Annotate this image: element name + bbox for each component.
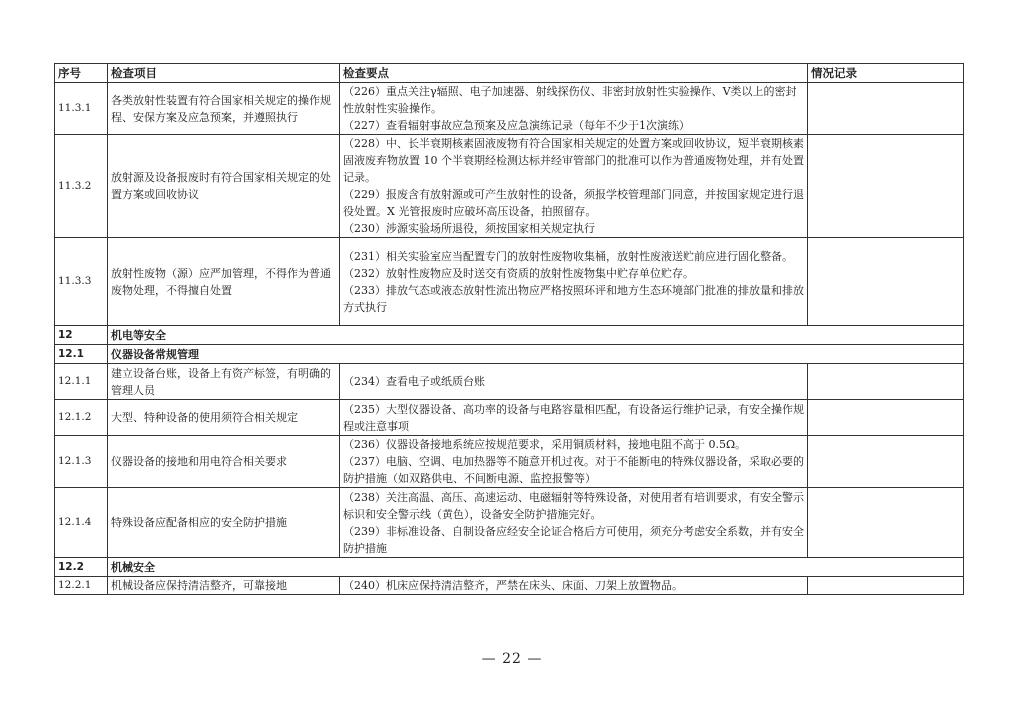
table-row	[55, 83, 964, 135]
row-number: 11.3.3	[55, 238, 108, 326]
check-point: （234）查看电子或纸质台账	[343, 375, 485, 388]
check-points	[340, 238, 808, 326]
check-point: （240）机床应保持清洁整齐，严禁在床头、床面、刀架上放置物品。	[343, 579, 683, 592]
check-item: 放射性废物（源）应严加管理，不得作为普通废物处理，不得擅自处置	[108, 238, 340, 326]
check-point: （229）报废含有放射源或可产生放射性的设备，须报学校管理部门同意，并按国家规定进行退役处置。X 光管报废时应破坏高压设备，拍照留存。	[343, 188, 804, 218]
record-cell	[808, 488, 964, 558]
check-point: （231）相关实验室应当配置专门的放射性废物收集桶，放射性废液送贮前应进行固化整备。	[343, 249, 793, 263]
check-point: （237）电脑、空调、电加热器等不随意开机过夜。对于不能断电的特殊仪器设备，采取必要的防护措施（如双路供电、不间断电源、监控报警等）	[343, 455, 804, 485]
check-item: 特殊设备应配备相应的安全防护措施	[108, 488, 340, 558]
record-cell	[808, 135, 964, 238]
check-item: 机械设备应保持清洁整齐，可靠接地	[108, 577, 340, 595]
row-number: 12.1.4	[55, 488, 108, 558]
inspection-table	[54, 63, 964, 595]
row-number: 12	[55, 326, 108, 345]
header-record: 情况记录	[808, 64, 964, 83]
row-number: 11.3.2	[55, 135, 108, 238]
check-points	[340, 577, 808, 595]
table-row	[55, 135, 964, 238]
table-row	[55, 436, 964, 488]
check-item: 放射源及设备报废时有符合国家相关规定的处置方案或回收协议	[108, 135, 340, 238]
check-point: （238）关注高温、高压、高速运动、电磁辐射等特殊设备，对使用者有培训要求，有安全警示标识和安全警示线（黄色），设备安全防护措施完好。	[343, 490, 804, 521]
check-points	[340, 400, 808, 436]
check-points	[340, 83, 808, 135]
section-row	[55, 558, 964, 577]
record-cell	[808, 577, 964, 595]
check-point: （227）查看辐射事故应急预案及应急演练记录（每年不少于1次演练）	[343, 119, 690, 132]
check-point: （232）放射性废物应及时送交有资质的放射性废物集中贮存单位贮存。	[343, 266, 694, 280]
record-cell	[808, 238, 964, 326]
row-number: 11.3.1	[55, 83, 108, 135]
record-cell	[808, 364, 964, 400]
page-number: — 22 —	[481, 651, 543, 667]
check-point: （239）非标准设备、自制设备应经安全论证合格后方可使用，须充分考虑安全系数，并有安全防护措施	[343, 524, 804, 555]
row-number: 12.1	[55, 345, 108, 364]
header-item: 检查项目	[108, 64, 340, 83]
section-title: 仪器设备常规管理	[108, 345, 964, 364]
check-item: 建立设备台账，设备上有资产标签，有明确的管理人员	[108, 364, 340, 400]
table-row	[55, 577, 964, 595]
record-cell	[808, 400, 964, 436]
table-row	[55, 238, 964, 326]
record-cell	[808, 436, 964, 488]
section-row	[55, 326, 964, 345]
header-no: 序号	[55, 64, 108, 83]
check-item: 各类放射性装置有符合国家相关规定的操作规程、安保方案及应急预案，并遵照执行	[108, 83, 340, 135]
check-point: （235）大型仪器设备、高功率的设备与电路容量相匹配，有设备运行维护记录，有安全操作规程或注意事项	[343, 402, 804, 433]
table-header-row	[55, 64, 964, 83]
section-title: 机械安全	[108, 558, 964, 577]
section-title: 机电等安全	[108, 326, 964, 345]
check-points	[340, 364, 808, 400]
row-number: 12.1.2	[55, 400, 108, 436]
table-row	[55, 364, 964, 400]
check-item: 大型、特种设备的使用须符合相关规定	[108, 400, 340, 436]
row-number: 12.1.1	[55, 364, 108, 400]
header-points: 检查要点	[340, 64, 808, 83]
check-points	[340, 488, 808, 558]
record-cell	[808, 83, 964, 135]
check-point: （236）仪器设备接地系统应按规范要求，采用铜质材料，接地电阻不高于 0.5Ω。	[343, 438, 747, 451]
table-body	[55, 83, 964, 595]
check-point: （228）中、长半衰期核素固液废物有符合国家相关规定的处置方案或回收协议，短半衰期核素固液废弃物放置 10 个半衰期经检测达标并经审管部门的批准可以作为普通废物处理，并有处置记录。	[343, 137, 804, 184]
check-point: （226）重点关注γ辐照、电子加速器、射线探伤仪、非密封放射性实验操作、V类以上的密封性放射性实验操作。	[343, 85, 797, 115]
row-number: 12.1.3	[55, 436, 108, 488]
section-row	[55, 345, 964, 364]
table-row	[55, 488, 964, 558]
check-point: （233）排放气态或液态放射性流出物应严格按照环评和地方生态环境部门批准的排放量和排放方式执行	[343, 283, 804, 314]
row-number: 12.2	[55, 558, 108, 577]
row-number: 12.2.1	[55, 577, 108, 595]
table-row	[55, 400, 964, 436]
check-point: （230）涉源实验场所退役，须按国家相关规定执行	[343, 222, 595, 235]
check-points	[340, 135, 808, 238]
check-item: 仪器设备的接地和用电符合相关要求	[108, 436, 340, 488]
check-points	[340, 436, 808, 488]
